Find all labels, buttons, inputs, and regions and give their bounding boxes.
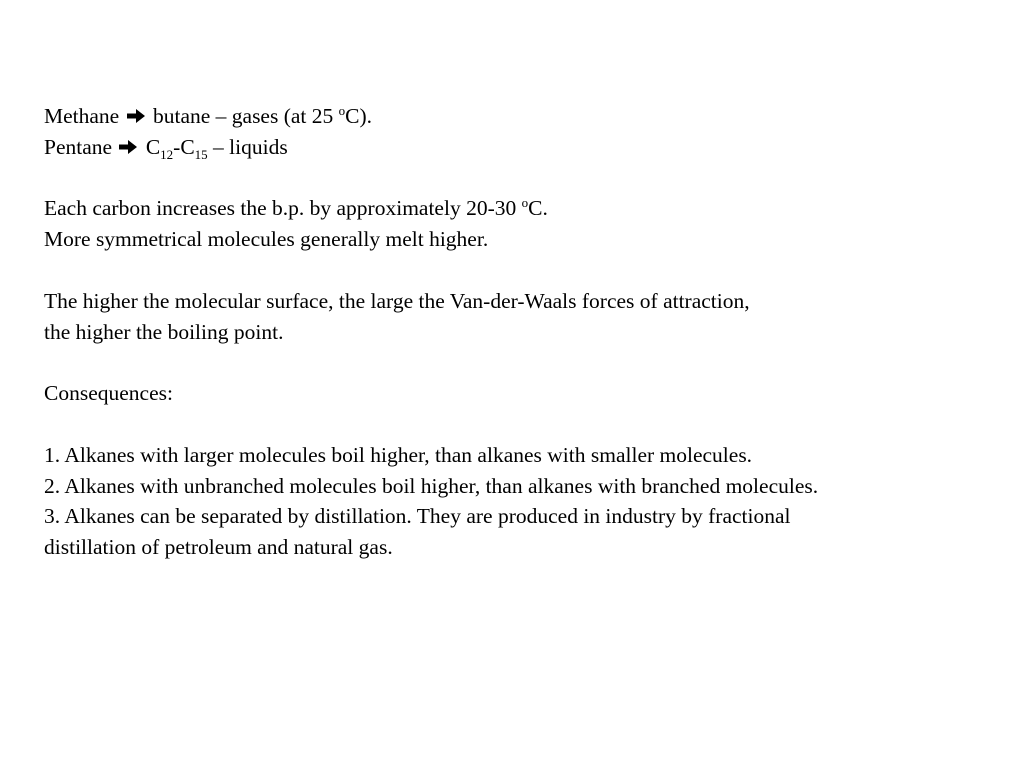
symmetrical-line: More symmetrical molecules generally melt higher.	[44, 227, 489, 252]
carbon-bp-line	[44, 193, 1004, 224]
right-arrow-icon	[118, 138, 138, 156]
butane-gases-text: butane – gases (at 25	[152, 104, 334, 128]
consequences-heading: Consequences:	[44, 381, 173, 406]
carbon-bp-text: Each carbon increases the b.p. by approximately 20-30	[44, 196, 517, 221]
consequence-item: 1. Alkanes with larger molecules boil higher, than alkanes with smaller molecules.	[44, 442, 753, 467]
consequence-item-continuation: distillation of petroleum and natural gas.	[44, 535, 393, 560]
subscript-15: 15	[194, 146, 208, 162]
degree-symbol: o	[521, 195, 529, 211]
consequence-item: 3. Alkanes can be separated by distillation. They are produced in industry by fractional	[44, 504, 791, 529]
liquids-text: – liquids	[213, 134, 288, 159]
right-arrow-icon	[126, 107, 146, 125]
spacer	[44, 163, 1004, 194]
spacer	[44, 347, 1004, 378]
carbon-c12: C	[145, 134, 161, 159]
consequence-item: 2. Alkanes with unbranched molecules boil higher, than alkanes with branched molecules.	[44, 473, 819, 498]
pentane-text: Pentane	[44, 134, 113, 159]
degree-symbol: o	[338, 103, 346, 118]
surface-line: The higher the molecular surface, the large the Van-der-Waals forces of attraction,	[44, 288, 750, 313]
methane-text: Methane	[44, 104, 120, 128]
celsius-tail: C).	[345, 104, 373, 128]
subscript-12: 12	[160, 146, 174, 162]
spacer	[44, 409, 1004, 440]
celsius-tail: C.	[528, 196, 548, 221]
slide-body	[44, 101, 1004, 563]
methane-butane-line	[44, 101, 1004, 132]
spacer	[44, 255, 1004, 286]
pentane-line	[44, 132, 1004, 163]
boiling-point-line: the higher the boiling point.	[44, 319, 284, 344]
carbon-c15: -C	[173, 134, 195, 159]
